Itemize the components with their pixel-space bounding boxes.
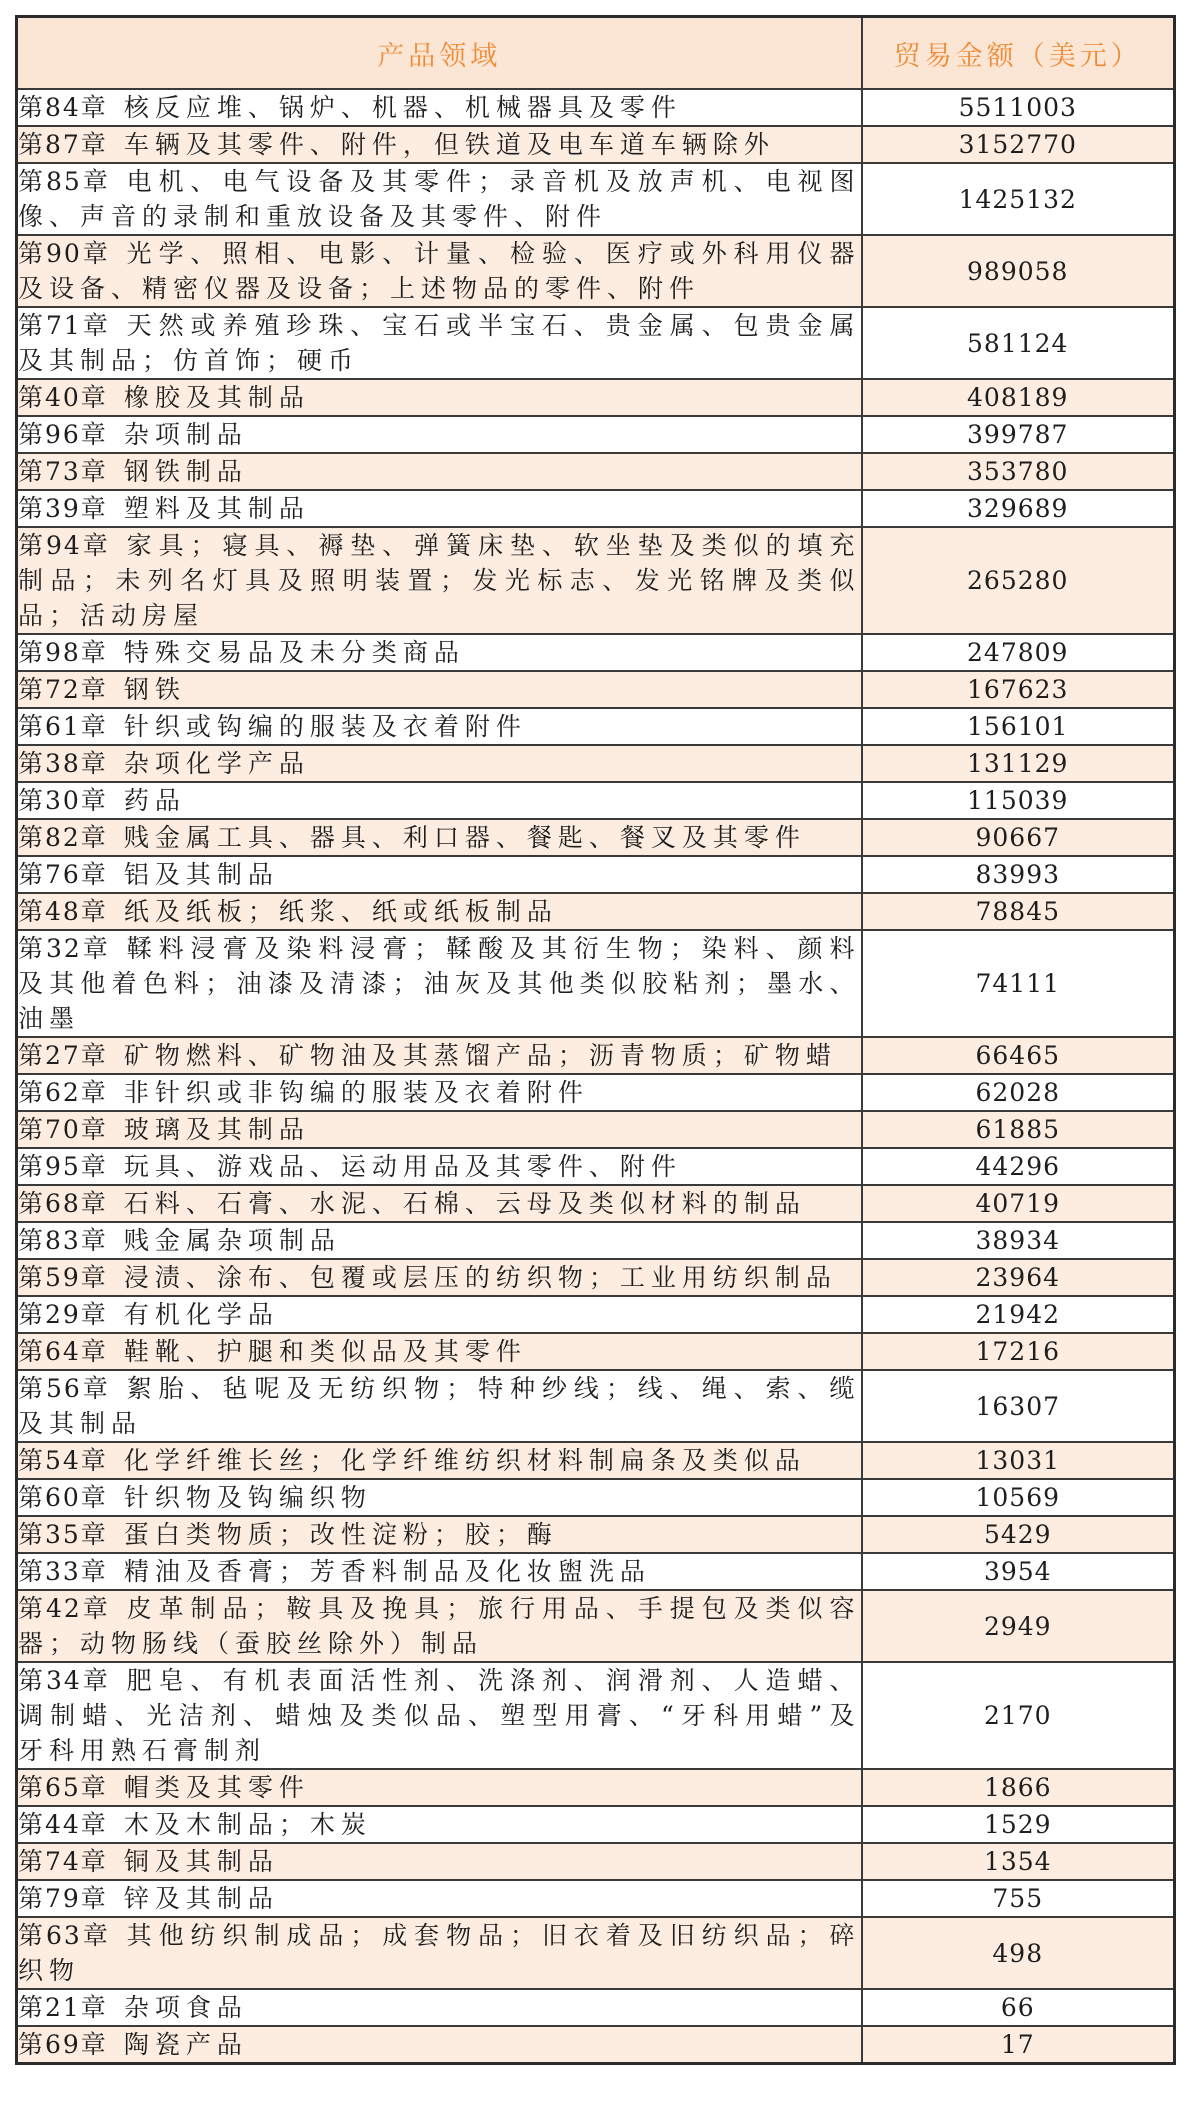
- chapter-label: 第73章: [18, 457, 108, 486]
- product-name: 石料、石膏、水泥、石棉、云母及类似材料的制品: [123, 1189, 806, 1218]
- trade-value-cell: 408189: [862, 379, 1175, 416]
- table-row: [17, 856, 1175, 893]
- trade-value-cell: 131129: [862, 745, 1175, 782]
- table-row: [17, 893, 1175, 930]
- product-name: 车辆及其零件、附件，但铁道及电车道车辆除外: [123, 130, 775, 159]
- product-cell: [17, 1769, 862, 1806]
- chapter-label: 第54章: [18, 1446, 108, 1475]
- product-cell: [17, 634, 862, 671]
- chapter-label: 第30章: [18, 786, 108, 815]
- table-row: [17, 1222, 1175, 1259]
- product-cell: [17, 1553, 862, 1590]
- product-cell: [17, 1333, 862, 1370]
- product-cell: [17, 1662, 862, 1769]
- trade-value-cell: 1354: [862, 1843, 1175, 1880]
- trade-value-cell: 498: [862, 1917, 1175, 1989]
- product-name: 贱金属工具、器具、利口器、餐匙、餐叉及其零件: [123, 823, 806, 852]
- product-cell: [17, 1296, 862, 1333]
- chapter-label: 第44章: [18, 1810, 108, 1839]
- product-name: 皮革制品；鞍具及挽具；旅行用品、手提包及类似容器；动物肠线（蚕胶丝除外）制品: [18, 1594, 861, 1658]
- product-name: 鞋靴、护腿和类似品及其零件: [123, 1337, 527, 1366]
- trade-value-cell: 66465: [862, 1037, 1175, 1074]
- trade-value-cell: 167623: [862, 671, 1175, 708]
- product-cell: [17, 1259, 862, 1296]
- product-name: 钢铁: [123, 675, 186, 704]
- product-cell: [17, 1806, 862, 1843]
- chapter-label: 第72章: [18, 675, 108, 704]
- table-row: [17, 708, 1175, 745]
- chapter-label: 第59章: [18, 1263, 108, 1292]
- table-row: [17, 1333, 1175, 1370]
- product-cell: [17, 1222, 862, 1259]
- product-cell: [17, 708, 862, 745]
- table-row: [17, 1185, 1175, 1222]
- chapter-label: 第63章: [18, 1921, 111, 1950]
- product-name: 光学、照相、电影、计量、检验、医疗或外科用仪器及设备、精密仪器及设备；上述物品的零件、附件: [18, 239, 861, 303]
- product-name: 絮胎、毡呢及无纺织物；特种纱线；线、绳、索、缆及其制品: [18, 1374, 861, 1438]
- product-cell: [17, 1074, 862, 1111]
- product-cell: [17, 671, 862, 708]
- product-cell: [17, 1479, 862, 1516]
- product-name: 橡胶及其制品: [123, 383, 310, 412]
- product-name: 矿物燃料、矿物油及其蒸馏产品；沥青物质；矿物蜡: [123, 1041, 837, 1070]
- product-name: 肥皂、有机表面活性剂、洗涤剂、润滑剂、人造蜡、调制蜡、光洁剂、蜡烛及类似品、塑型用膏、“牙科用蜡”及牙科用熟石膏制剂: [18, 1666, 861, 1765]
- product-cell: [17, 235, 862, 307]
- table-row: [17, 89, 1175, 126]
- trade-value-cell: 23964: [862, 1259, 1175, 1296]
- table-row: [17, 490, 1175, 527]
- table-row: [17, 307, 1175, 379]
- table-row: [17, 1553, 1175, 1590]
- trade-value-cell: 13031: [862, 1442, 1175, 1479]
- chapter-label: 第79章: [18, 1884, 108, 1913]
- product-name: 鞣料浸膏及染料浸膏；鞣酸及其衍生物；染料、颜料及其他着色料；油漆及清漆；油灰及其他类似胶粘剂；墨水、油墨: [18, 934, 861, 1033]
- table-row: [17, 126, 1175, 163]
- chapter-label: 第40章: [18, 383, 108, 412]
- table-row: [17, 1442, 1175, 1479]
- trade-value-cell: 40719: [862, 1185, 1175, 1222]
- product-cell: [17, 782, 862, 819]
- product-cell: [17, 307, 862, 379]
- chapter-label: 第27章: [18, 1041, 108, 1070]
- table-row: [17, 1806, 1175, 1843]
- product-cell: [17, 163, 862, 235]
- product-cell: [17, 2026, 862, 2064]
- product-cell: [17, 1037, 862, 1074]
- table-row: [17, 453, 1175, 490]
- table-row: [17, 930, 1175, 1037]
- product-cell: [17, 89, 862, 126]
- product-cell: [17, 416, 862, 453]
- trade-value-cell: 44296: [862, 1148, 1175, 1185]
- product-name: 铜及其制品: [123, 1847, 279, 1876]
- trade-value-cell: 329689: [862, 490, 1175, 527]
- chapter-label: 第90章: [18, 239, 111, 268]
- chapter-label: 第21章: [18, 1993, 108, 2022]
- chapter-label: 第65章: [18, 1773, 108, 1802]
- product-name: 铝及其制品: [123, 860, 279, 889]
- trade-value-cell: 115039: [862, 782, 1175, 819]
- trade-value-cell: 3152770: [862, 126, 1175, 163]
- chapter-label: 第60章: [18, 1483, 108, 1512]
- chapter-label: 第83章: [18, 1226, 108, 1255]
- chapter-label: 第42章: [18, 1594, 111, 1623]
- trade-value-cell: 21942: [862, 1296, 1175, 1333]
- column-header-product: 产品领域: [17, 17, 862, 90]
- table-row: [17, 163, 1175, 235]
- table-row: [17, 1479, 1175, 1516]
- trade-value-cell: 1425132: [862, 163, 1175, 235]
- product-name: 钢铁制品: [123, 457, 248, 486]
- chapter-label: 第74章: [18, 1847, 108, 1876]
- product-name: 蛋白类物质；改性淀粉；胶；酶: [123, 1520, 558, 1549]
- trade-value-cell: 61885: [862, 1111, 1175, 1148]
- table-body: [17, 89, 1175, 2064]
- table-row: [17, 1843, 1175, 1880]
- trade-value-cell: 156101: [862, 708, 1175, 745]
- table-row: [17, 1917, 1175, 1989]
- table-row: [17, 745, 1175, 782]
- product-name: 贱金属杂项制品: [123, 1226, 341, 1255]
- chapter-label: 第48章: [18, 897, 108, 926]
- trade-value-cell: 90667: [862, 819, 1175, 856]
- product-name: 纸及纸板；纸浆、纸或纸板制品: [123, 897, 558, 926]
- product-name: 天然或养殖珍珠、宝石或半宝石、贵金属、包贵金属及其制品；仿首饰；硬币: [18, 311, 861, 375]
- chapter-label: 第32章: [18, 934, 111, 963]
- product-cell: [17, 490, 862, 527]
- chapter-label: 第69章: [18, 2030, 108, 2059]
- chapter-label: 第94章: [18, 531, 111, 560]
- product-cell: [17, 1111, 862, 1148]
- chapter-label: 第76章: [18, 860, 108, 889]
- trade-value-cell: 265280: [862, 527, 1175, 634]
- chapter-label: 第68章: [18, 1189, 108, 1218]
- chapter-label: 第70章: [18, 1115, 108, 1144]
- chapter-label: 第71章: [18, 311, 111, 340]
- table-row: [17, 1037, 1175, 1074]
- product-name: 化学纤维长丝；化学纤维纺织材料制扁条及类似品: [123, 1446, 806, 1475]
- trade-value-cell: 755: [862, 1880, 1175, 1917]
- chapter-label: 第96章: [18, 420, 108, 449]
- product-cell: [17, 527, 862, 634]
- product-name: 帽类及其零件: [123, 1773, 310, 1802]
- chapter-label: 第29章: [18, 1300, 108, 1329]
- product-cell: [17, 453, 862, 490]
- product-name: 非针织或非钩编的服装及衣着附件: [123, 1078, 589, 1107]
- table-header-row: [17, 17, 1175, 90]
- table-row: [17, 416, 1175, 453]
- product-cell: [17, 1370, 862, 1442]
- table-row: [17, 1296, 1175, 1333]
- product-cell: [17, 126, 862, 163]
- product-name: 塑料及其制品: [123, 494, 310, 523]
- trade-value-cell: 74111: [862, 930, 1175, 1037]
- product-name: 木及木制品；木炭: [123, 1810, 372, 1839]
- product-name: 针织或钩编的服装及衣着附件: [123, 712, 527, 741]
- chapter-label: 第35章: [18, 1520, 108, 1549]
- chapter-label: 第85章: [18, 167, 111, 196]
- trade-value-cell: 2949: [862, 1590, 1175, 1662]
- product-name: 玻璃及其制品: [123, 1115, 310, 1144]
- product-cell: [17, 745, 862, 782]
- product-name: 药品: [123, 786, 186, 815]
- trade-value-cell: 1529: [862, 1806, 1175, 1843]
- trade-value-cell: 62028: [862, 1074, 1175, 1111]
- chapter-label: 第34章: [18, 1666, 111, 1695]
- table-row: [17, 1370, 1175, 1442]
- trade-value-cell: 353780: [862, 453, 1175, 490]
- chapter-label: 第61章: [18, 712, 108, 741]
- table-row: [17, 235, 1175, 307]
- product-name: 陶瓷产品: [123, 2030, 248, 2059]
- product-name: 杂项食品: [123, 1993, 248, 2022]
- chapter-label: 第84章: [18, 93, 108, 122]
- chapter-label: 第98章: [18, 638, 108, 667]
- trade-value-cell: 247809: [862, 634, 1175, 671]
- trade-table: [15, 15, 1176, 2065]
- product-cell: [17, 1148, 862, 1185]
- trade-value-cell: 2170: [862, 1662, 1175, 1769]
- table-row: [17, 782, 1175, 819]
- product-cell: [17, 1185, 862, 1222]
- table-row: [17, 671, 1175, 708]
- trade-value-cell: 78845: [862, 893, 1175, 930]
- trade-value-cell: 5511003: [862, 89, 1175, 126]
- table-row: [17, 1769, 1175, 1806]
- chapter-label: 第95章: [18, 1152, 108, 1181]
- trade-value-cell: 10569: [862, 1479, 1175, 1516]
- product-cell: [17, 1516, 862, 1553]
- chapter-label: 第64章: [18, 1337, 108, 1366]
- trade-value-cell: 17216: [862, 1333, 1175, 1370]
- product-cell: [17, 1590, 862, 1662]
- table-row: [17, 1074, 1175, 1111]
- chapter-label: 第87章: [18, 130, 108, 159]
- table-row: [17, 1259, 1175, 1296]
- table-row: [17, 634, 1175, 671]
- table-row: [17, 1516, 1175, 1553]
- product-cell: [17, 930, 862, 1037]
- table-row: [17, 1662, 1175, 1769]
- product-cell: [17, 1989, 862, 2026]
- chapter-label: 第56章: [18, 1374, 111, 1403]
- product-name: 家具；寝具、褥垫、弹簧床垫、软坐垫及类似的填充制品；未列名灯具及照明装置；发光标志、发光铭牌及类似品；活动房屋: [18, 531, 861, 630]
- product-cell: [17, 1843, 862, 1880]
- product-name: 特殊交易品及未分类商品: [123, 638, 465, 667]
- chapter-label: 第38章: [18, 749, 108, 778]
- product-cell: [17, 1917, 862, 1989]
- trade-value-cell: 399787: [862, 416, 1175, 453]
- chapter-label: 第39章: [18, 494, 108, 523]
- product-cell: [17, 819, 862, 856]
- product-name: 其他纺织制成品；成套物品；旧衣着及旧纺织品；碎织物: [18, 1921, 861, 1985]
- product-name: 电机、电气设备及其零件；录音机及放声机、电视图像、声音的录制和重放设备及其零件、附件: [18, 167, 861, 231]
- column-header-value: 贸易金额（美元）: [862, 17, 1175, 90]
- table-row: [17, 2026, 1175, 2064]
- product-name: 玩具、游戏品、运动用品及其零件、附件: [123, 1152, 682, 1181]
- chapter-label: 第82章: [18, 823, 108, 852]
- product-name: 精油及香膏；芳香料制品及化妆盥洗品: [123, 1557, 651, 1586]
- product-name: 锌及其制品: [123, 1884, 279, 1913]
- chapter-label: 第62章: [18, 1078, 108, 1107]
- trade-value-cell: 38934: [862, 1222, 1175, 1259]
- trade-value-cell: 83993: [862, 856, 1175, 893]
- trade-value-cell: 581124: [862, 307, 1175, 379]
- trade-value-cell: 1866: [862, 1769, 1175, 1806]
- product-cell: [17, 1442, 862, 1479]
- product-name: 浸渍、涂布、包覆或层压的纺织物；工业用纺织制品: [123, 1263, 837, 1292]
- table-row: [17, 527, 1175, 634]
- product-cell: [17, 379, 862, 416]
- product-cell: [17, 1880, 862, 1917]
- trade-value-cell: 989058: [862, 235, 1175, 307]
- trade-value-cell: 66: [862, 1989, 1175, 2026]
- product-name: 杂项化学产品: [123, 749, 310, 778]
- table-row: [17, 1148, 1175, 1185]
- product-cell: [17, 856, 862, 893]
- product-cell: [17, 893, 862, 930]
- trade-value-cell: 16307: [862, 1370, 1175, 1442]
- trade-value-cell: 5429: [862, 1516, 1175, 1553]
- product-name: 针织物及钩编织物: [123, 1483, 372, 1512]
- trade-value-cell: 17: [862, 2026, 1175, 2064]
- table-row: [17, 1111, 1175, 1148]
- table-row: [17, 1989, 1175, 2026]
- trade-value-cell: 3954: [862, 1553, 1175, 1590]
- product-name: 杂项制品: [123, 420, 248, 449]
- table-row: [17, 1590, 1175, 1662]
- table-row: [17, 1880, 1175, 1917]
- chapter-label: 第33章: [18, 1557, 108, 1586]
- product-name: 有机化学品: [123, 1300, 279, 1329]
- table-row: [17, 819, 1175, 856]
- product-name: 核反应堆、锅炉、机器、机械器具及零件: [123, 93, 682, 122]
- table-row: [17, 379, 1175, 416]
